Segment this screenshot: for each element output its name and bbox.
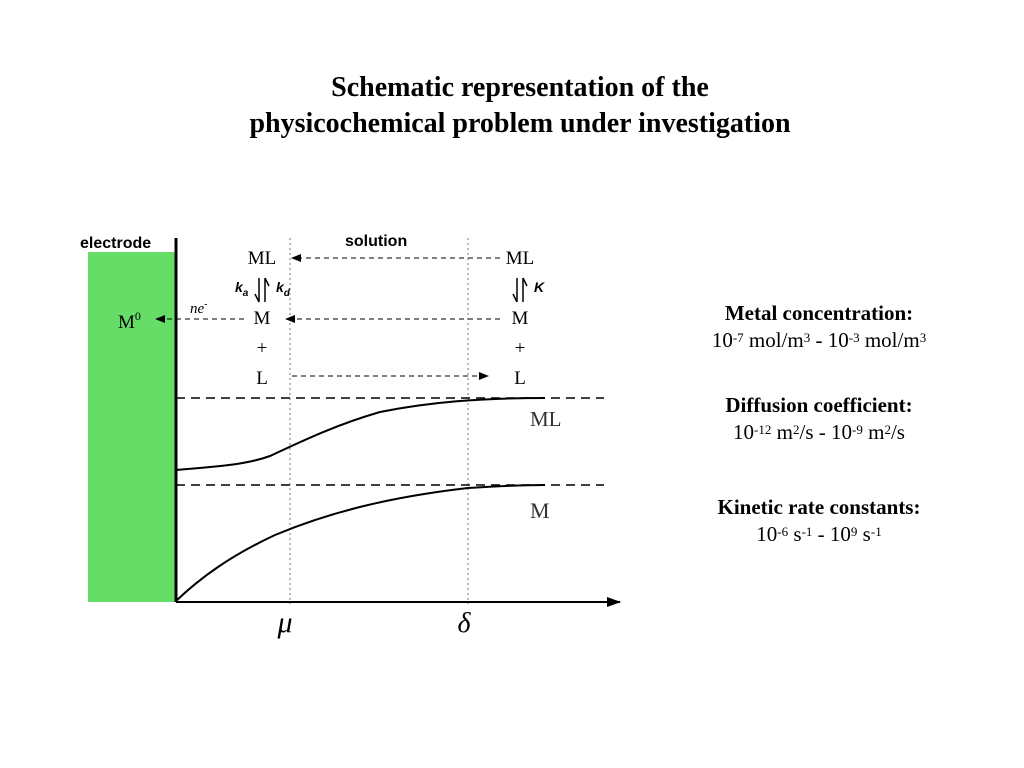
kinetic-rate-heading: Kinetic rate constants: — [717, 495, 921, 519]
species-L-bulk: L — [514, 368, 526, 389]
M-concentration-curve — [176, 485, 545, 601]
ka-subscript: a — [242, 288, 249, 299]
electrode-label: electrode — [80, 235, 152, 252]
kinetic-rate-range: $10^{-6}$ $s^{-1} - 10^9$ $s^{-1}$ — [756, 522, 882, 546]
solution-label: solution — [345, 233, 408, 250]
species-ML-near: ML — [247, 248, 277, 269]
title-line-1: Schematic representation of the — [331, 72, 709, 103]
equilibrium-arrows-near — [255, 278, 269, 302]
rate-kd-label — [276, 279, 291, 299]
title-line-2: physicochemical problem under investigation — [249, 108, 791, 139]
plus-sign-bulk: + — [514, 338, 526, 359]
mu-tick-label: μ — [277, 606, 293, 639]
diffusion-coefficient-range: $10^{-12}$ $m^2/s - 10^{-9}$ $m^2/s$ — [733, 420, 905, 444]
delta-tick-label: δ — [457, 608, 471, 639]
M-curve-label: M — [530, 498, 550, 523]
electrode-region — [88, 252, 176, 602]
M0-superscript: 0 — [134, 309, 141, 323]
M0-base: M — [118, 312, 135, 333]
electron-superscript: - — [204, 299, 208, 310]
species-M-near: M — [253, 308, 271, 329]
species-ML-bulk: ML — [505, 248, 535, 269]
electron-label — [190, 299, 208, 317]
diffusion-coefficient-heading: Diffusion coefficient: — [725, 393, 913, 417]
species-L-near: L — [256, 368, 268, 389]
ML-concentration-curve — [176, 398, 545, 470]
electron-base: ne — [190, 301, 205, 317]
rate-ka-label — [235, 279, 249, 299]
metal-concentration-heading: Metal concentration: — [724, 301, 914, 325]
diffusion-coefficient-block — [660, 392, 978, 446]
kinetic-rate-block — [660, 494, 978, 548]
ka-base: k — [235, 279, 243, 295]
metal-concentration-range: $10^{-7}$ mol/$m^3 - 10^{-3}$ mol/$m^3$ — [711, 328, 927, 352]
equilibrium-K-label: K — [534, 279, 545, 295]
plus-sign-near: + — [256, 338, 268, 359]
kd-base: k — [276, 279, 284, 295]
kd-subscript: d — [283, 288, 290, 299]
metal-concentration-block — [660, 300, 978, 354]
species-M-bulk: M — [511, 308, 529, 329]
equilibrium-arrows-bulk — [513, 278, 527, 302]
ML-curve-label: ML — [530, 407, 562, 431]
